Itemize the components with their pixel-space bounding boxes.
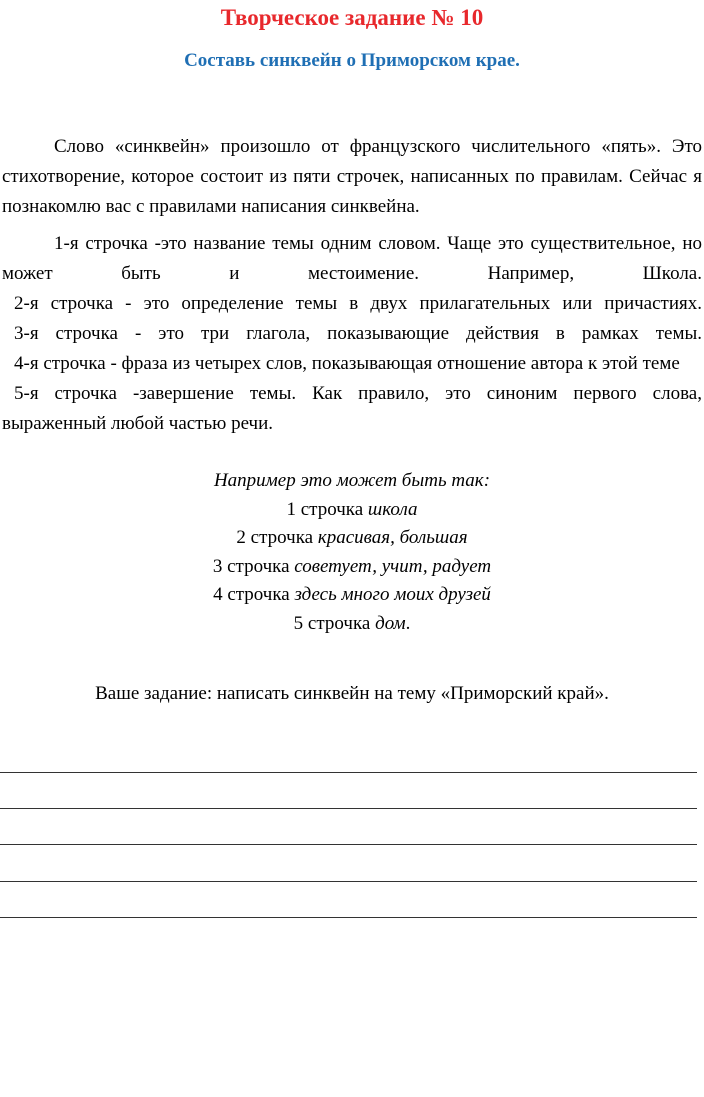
- example-line-4: [0, 581, 704, 610]
- task-subtitle: Составь синквейн о Приморском крае.: [184, 50, 520, 71]
- example-line-value: здесь много моих друзей: [294, 584, 491, 605]
- rule-1: 1-я строчка -это название темы одним словом. Чаще это существительное, но может быть и местоимение. Например, Школа.: [2, 233, 702, 284]
- answer-line-1[interactable]: [0, 772, 697, 773]
- answer-line-5[interactable]: [0, 917, 697, 918]
- example-line-3: [0, 553, 704, 582]
- example-line-label: 4 строчка: [213, 584, 290, 605]
- rule-5: 5-я строчка -завершение темы. Как правило, это синоним первого слова, выраженный любой частью речи.: [2, 383, 702, 434]
- example-line-value: школа: [367, 498, 418, 520]
- intro-paragraph: Слово «синквейн» произошло от французского числительного «пять». Это стихотворение, которое состоит из пяти строчек, написанных по правилам. Сейчас я познакомлю вас с правилами написания синквейна.: [2, 136, 702, 217]
- example-line-end: .: [405, 612, 411, 634]
- answer-line-4[interactable]: [0, 881, 697, 882]
- page-title: Творческое задание № 10: [220, 5, 484, 30]
- example-line-label: 2 строчка: [236, 527, 314, 548]
- example-line-value: красивая, большая: [317, 527, 468, 548]
- example-line-label: 3 строчка: [212, 555, 290, 577]
- assignment-text: Ваше задание: написать синквейн на тему «Приморский край».: [95, 683, 609, 704]
- example-heading: Например это может быть так:: [213, 470, 491, 491]
- example-line-1: [0, 496, 704, 525]
- example-line-label: 1 строчка: [286, 498, 364, 520]
- example-line-2: [0, 524, 704, 553]
- rule-3: 3-я строчка - это три глагола, показывающие действия в рамках темы.: [14, 323, 702, 344]
- example-line-value: советует, учит, радует: [294, 555, 492, 577]
- answer-line-3[interactable]: [0, 844, 697, 845]
- example-line-value: дом: [375, 612, 406, 634]
- rule-4: 4-я строчка - фраза из четырех слов, показывающая отношение автора к этой теме: [14, 353, 680, 374]
- answer-line-2[interactable]: [0, 808, 697, 809]
- example-line-label: 5 строчка: [293, 612, 371, 634]
- example-block: [0, 467, 704, 638]
- rule-2: 2-я строчка - это определение темы в двух прилагательных или причастиях.: [14, 293, 702, 314]
- example-line-5: [0, 610, 704, 639]
- rules-block: [2, 229, 702, 439]
